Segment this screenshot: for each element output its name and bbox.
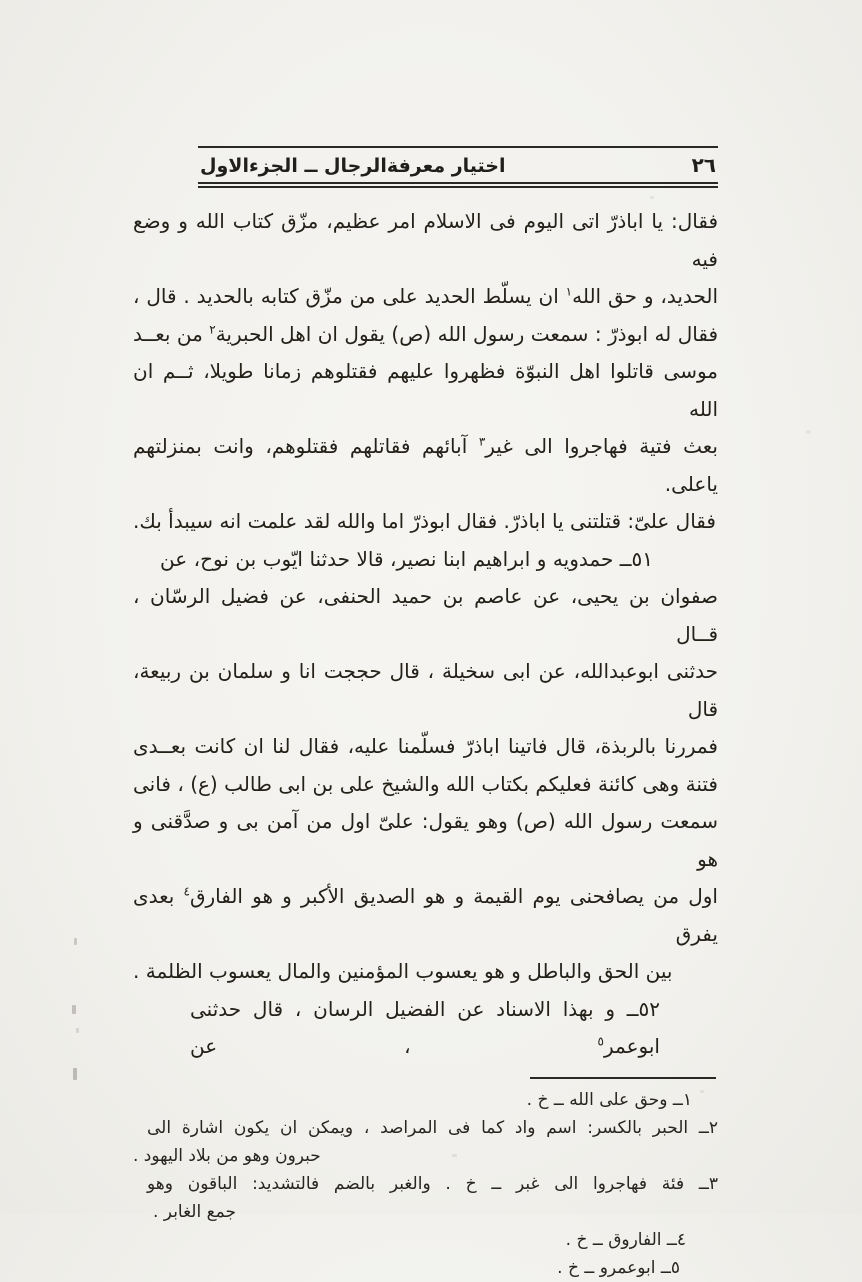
text-segment: بعث فتية فهاجروا الى غير <box>485 434 719 458</box>
text-segment: بين الحق والباطل و هو يعسوب المؤمنين والمال يعسوب الظلمة . <box>133 959 673 983</box>
scan-speck <box>74 938 77 945</box>
text-line <box>133 728 718 766</box>
text-segment: فقال علىّ: قتلتنى يا اباذرّ. فقال ابوذرّ اما والله لقد علمت انه سيبدأ بك. <box>133 509 716 533</box>
page-header <box>198 146 718 188</box>
footnotes <box>133 1086 718 1282</box>
running-title: اختيار معرفةالرجال ــ الجزءالاول <box>200 155 506 177</box>
text-segment: آبائهم فقاتلهم فقتلوهم، وانت بمنزلتهم ياعلى. <box>133 434 718 496</box>
footnote-line: ١ــ وحق على الله ــ خ . <box>526 1089 692 1110</box>
text-segment: فقال له ابوذرّ : سمعت رسول الله (ص) يقول ان اهل الحبرية <box>215 321 718 346</box>
scan-speck <box>72 1005 76 1014</box>
text-line <box>133 578 718 653</box>
text-line <box>133 878 718 953</box>
footnote-ref: ٣ <box>478 434 486 449</box>
text-line <box>133 203 718 278</box>
text-line <box>133 278 718 316</box>
text-line <box>133 766 718 804</box>
text-line <box>133 953 718 991</box>
footnote-line: ٥ــ ابوعمرو ــ خ . <box>557 1257 680 1278</box>
scan-speck <box>73 1068 77 1080</box>
text-line <box>133 316 718 354</box>
scan-speck <box>650 196 654 199</box>
scan-speck <box>806 430 811 434</box>
text-line <box>133 653 718 728</box>
footnote-separator <box>530 1077 716 1079</box>
text-segment: ٥٢ــ و بهذا الاسناد عن الفضيل الرسان ، قال حدثنى ابوعمر <box>190 996 660 1058</box>
text-segment: سمعت رسول الله (ص) وهو يقول: علىّ اول من آمن بى و صدَّقنى و هو <box>133 809 718 871</box>
text-segment: ان يسلّط الحديد على من مزّق كتابه بالحديد . قال ، <box>133 284 566 308</box>
main-text <box>133 203 718 1066</box>
footnote-ref: ٥ <box>597 1034 604 1049</box>
header-row <box>198 148 718 182</box>
text-segment: الحديد، و حق الله <box>572 284 718 308</box>
footnote-ref: ٢ <box>209 321 216 336</box>
footnote-line: ٣ــ فئة فهاجروا الى غبر ــ خ . والغبر بالضم فالتشديد: الباقون وهو <box>147 1173 718 1194</box>
text-line <box>133 353 718 428</box>
footnote-line: ٢ــ الحبر بالكسر: اسم واد كما فى المراصد ، ويمكن ان يكون اشارة الى <box>147 1117 718 1138</box>
text-line <box>133 503 718 541</box>
text-segment: فتنة وهى كائنة فعليكم بكتاب الله والشيخ على بن ابى طالب (ع) ، فانى <box>133 771 718 796</box>
text-segment: ٥١ــ حمدويه و ابراهيم ابنا نصير، قالا حدثنا ايّوب بن نوح، عن <box>160 546 653 571</box>
text-segment: صفوان بن يحيى، عن عاصم بن حميد الحنفى، عن فضيل الرسّان ، قــال <box>133 584 718 646</box>
footnote-line: حبرون وهو من بلاد اليهود . <box>133 1145 321 1166</box>
footnote-line: ٤ــ الفاروق ــ خ . <box>565 1229 686 1250</box>
text-segment: موسى قاتلوا اهل النبوّة فظهروا عليهم فقتلوهم زمانا طويلا، ثــم ان الله <box>133 359 718 421</box>
text-segment: فقال: يا اباذرّ اتى اليوم فى الاسلام امر عظيم، مزّق كتاب الله و وضع فيه <box>133 209 718 271</box>
text-column <box>133 203 718 1282</box>
scan-speck <box>700 1090 704 1093</box>
text-segment: اول من يصافحنى يوم القيمة و هو الصديق الأكبر و هو الفارق <box>189 884 718 908</box>
footnote-ref: ١ <box>565 284 573 299</box>
page-number: ٢٦ <box>691 153 716 177</box>
scan-speck <box>452 1154 457 1157</box>
text-line <box>133 428 718 503</box>
header-rule <box>198 182 718 188</box>
scan-speck <box>76 1028 79 1033</box>
text-line <box>133 991 718 1066</box>
footnote-ref: ٤ <box>183 884 190 899</box>
footnote-line: جمع الغابر . <box>153 1201 236 1222</box>
text-segment: من بعــد <box>133 321 210 346</box>
text-line <box>133 803 718 878</box>
text-segment: ، عن <box>190 1034 598 1058</box>
text-segment: فمررنا بالربذة، قال فاتينا اباذرّ فسلّمنا عليه، فقال لنا ان كانت بعــدى <box>133 734 718 758</box>
text-segment: حدثنى ابوعبدالله، عن ابى سخيلة ، قال حججت انا و سلمان بن ربيعة، قال <box>133 659 718 721</box>
text-line <box>133 541 718 579</box>
text-segment: بعدى يفرق <box>133 884 718 946</box>
